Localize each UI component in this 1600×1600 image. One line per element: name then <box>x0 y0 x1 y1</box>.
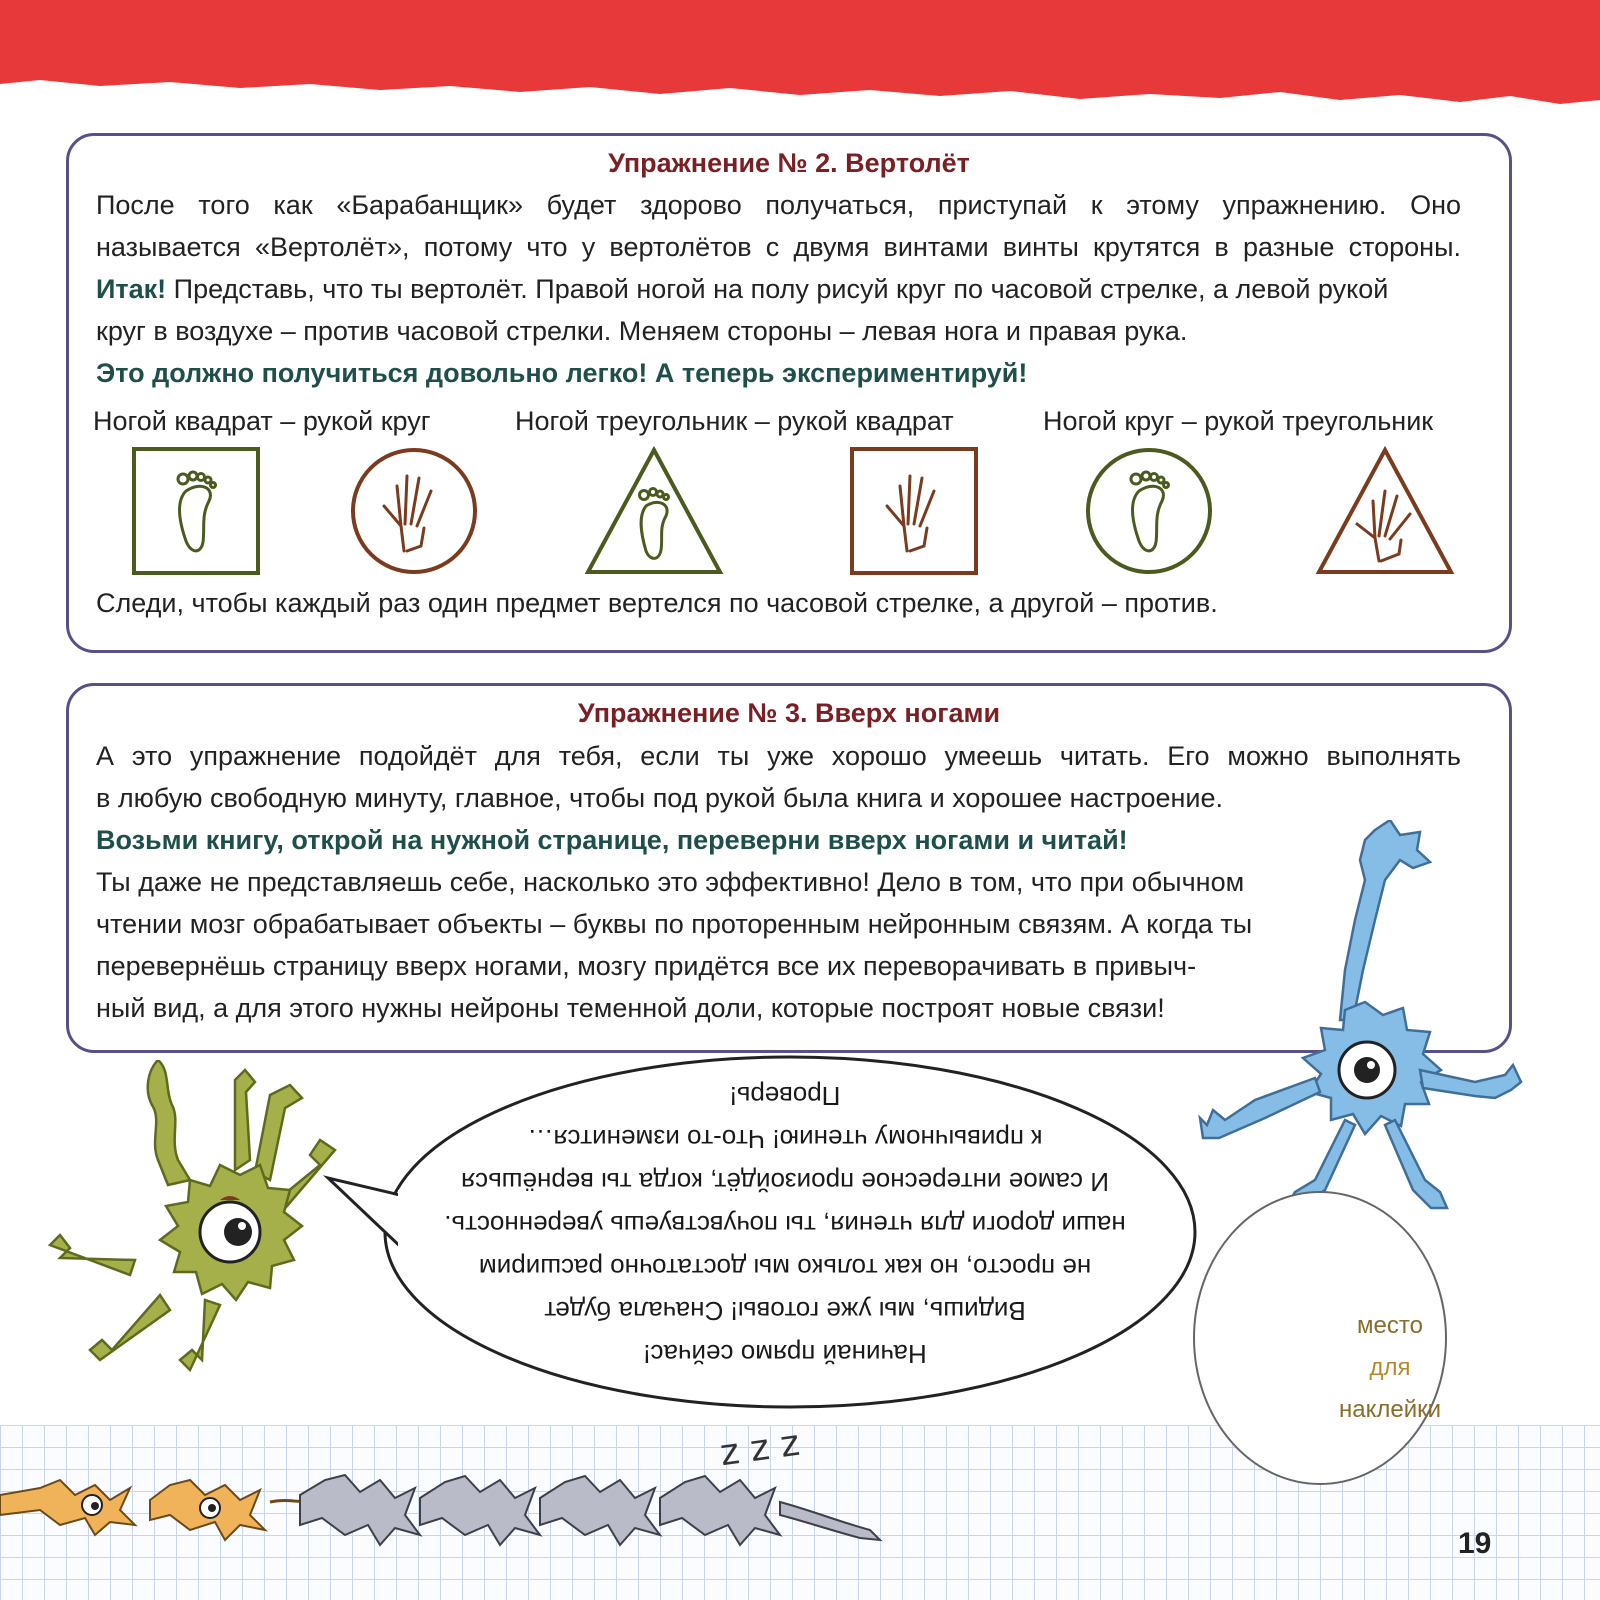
exercise-3-line-6: перевернёшь страницу вверх ногами, мозгу придётся все их переворачивать в привыч- <box>96 951 1197 981</box>
exercise-2-itak: Итак! <box>96 274 167 304</box>
sticker-word-3: наклейки <box>1338 1396 1442 1423</box>
exercise-2-title: Упражнение № 2. Вертолёт <box>608 148 970 178</box>
triangle-hand-shape <box>1315 446 1455 576</box>
exercise-3-line-5: чтении мозг обрабатывает объекты – буквы по проторенным нейронным связям. А когда ты <box>96 909 1253 939</box>
combo-square-circle: Ногой квадрат – рукой круг <box>93 406 431 436</box>
hand-icon <box>384 476 431 551</box>
sticker-placeholder-label <box>1290 1305 1490 1431</box>
bubble-line-2: Видишь, мы уже готовы! Сначала будет <box>544 1296 1026 1326</box>
exercise-3-title: Упражнение № 3. Вверх ногами <box>577 698 1001 728</box>
triangle-foot-shape <box>584 446 724 576</box>
exercise-2-line-1: После того как «Барабанщик» будет здорово получаться, приступай к этому упражнению. Оно <box>96 190 1461 220</box>
hand-icon <box>887 476 934 551</box>
triangle-outline <box>588 450 720 572</box>
blue-neuron-monster <box>1195 820 1525 1240</box>
circle-hand-shape <box>349 446 479 576</box>
square-hand-shape <box>849 446 979 576</box>
foot-icon <box>1131 472 1169 551</box>
snore-text: z z z <box>717 1422 803 1475</box>
sticker-word-2: для <box>1369 1354 1411 1381</box>
exercise-2-line-4: круг в воздухе – против часовой стрелки. Меняем стороны – левая нога и правая рука. <box>96 316 1188 346</box>
exercise-3-emphasis: Возьми книгу, открой на нужной странице, переверни вверх ногами и читай! <box>96 825 1128 855</box>
square-foot-shape <box>131 446 261 576</box>
triangle-outline <box>1319 450 1451 572</box>
bubble-line-4: наши дороги для чтения, ты почувствуешь уверенность. <box>444 1210 1126 1240</box>
exercise-2-line-3-rest: Представь, что ты вертолёт. Правой ногой на полу рисуй круг по часовой стрелке, а левой рукой <box>166 274 1389 304</box>
neuron-chain <box>0 1440 900 1570</box>
exercise-2-footer: Следи, чтобы каждый раз один предмет вертелся по часовой стрелке, а другой – против. <box>96 588 1218 618</box>
exercise-2-panel <box>66 133 1512 653</box>
sticker-word-1: место <box>1357 1312 1423 1339</box>
foot-icon <box>640 489 669 559</box>
foot-icon <box>178 472 216 551</box>
combo-circle-triangle: Ногой круг – рукой треугольник <box>1043 406 1434 436</box>
exercise-2-line-2: называется «Вертолёт», потому что у вертолётов с двумя винтами винты крутятся в разные стороны. <box>96 232 1461 262</box>
bubble-line-5: И самое интересное произойдёт, когда ты вернёшься <box>461 1167 1109 1197</box>
exercise-3-line-4: Ты даже не представляешь себе, насколько это эффективно! Дело в том, что при обычном <box>96 867 1245 897</box>
square-outline <box>852 449 976 573</box>
bubble-line-6: к привычному чтению! Что-то изменится… <box>527 1124 1043 1154</box>
exercise-2-emphasis: Это должно получиться довольно легко! А теперь экспериментируй! <box>96 358 1028 388</box>
exercise-3-line-7: ный вид, а для этого нужны нейроны теменной доли, которые построят новые связи! <box>96 993 1165 1023</box>
circle-outline <box>1088 450 1210 572</box>
combo-triangle-square: Ногой треугольник – рукой квадрат <box>515 406 954 436</box>
square-outline <box>134 449 258 573</box>
bubble-line-1: Начинай прямо сейчас! <box>643 1339 927 1369</box>
page-number: 19 <box>1458 1527 1492 1560</box>
green-neuron-monster <box>40 1060 340 1380</box>
hand-icon <box>1357 491 1410 561</box>
bubble-upside-down-text <box>395 1074 1175 1375</box>
bubble-line-7: Проверь! <box>729 1081 841 1111</box>
exercise-3-line-1: А это упражнение подойдёт для тебя, если ты уже хорошо умеешь читать. Его можно выполнять <box>96 741 1461 771</box>
exercise-2-line-3 <box>96 272 1461 306</box>
bubble-line-3: не просто, но как только мы достаточно расширим <box>478 1253 1092 1283</box>
circle-foot-shape <box>1084 446 1214 576</box>
top-red-band <box>0 0 1600 110</box>
exercise-3-line-2: в любую свободную минуту, главное, чтобы под рукой была книга и хорошее настроение. <box>96 783 1224 813</box>
